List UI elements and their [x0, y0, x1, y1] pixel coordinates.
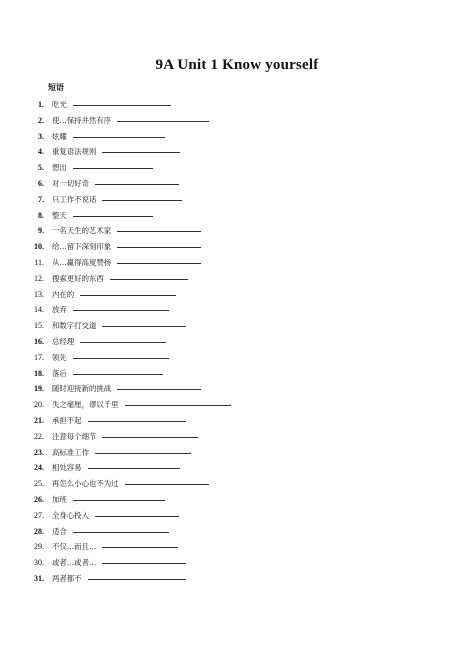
item-text: 适合 [52, 526, 67, 536]
item-number: 12. [34, 273, 44, 283]
item-text: 搜索更好的东西 [52, 273, 104, 283]
answer-blank [117, 388, 201, 390]
answer-blank [73, 136, 165, 138]
list-item [0, 571, 474, 587]
list-item [0, 271, 474, 287]
list-item [0, 287, 474, 303]
list-item [0, 334, 474, 350]
item-number: 9. [38, 226, 44, 236]
item-number: 21. [34, 415, 44, 425]
answer-blank [125, 404, 231, 406]
item-number: 28. [34, 526, 44, 536]
item-text: 重复语法规则 [52, 147, 97, 157]
item-number: 15. [34, 321, 44, 331]
item-number: 31. [34, 573, 44, 583]
answer-blank [125, 483, 209, 485]
item-number: 22. [34, 431, 44, 441]
list-item [0, 476, 474, 492]
phrase-list [0, 97, 474, 587]
item-number: 1. [38, 100, 44, 109]
list-item [0, 255, 474, 271]
item-text: 对一切好奇 [52, 178, 89, 188]
item-number: 29. [34, 542, 44, 552]
item-number: 3. [38, 131, 44, 141]
item-number: 11. [34, 257, 44, 267]
item-text: 内在的 [52, 289, 75, 299]
item-text: 从…赢得高度赞扬 [52, 257, 112, 267]
item-number: 26. [34, 494, 44, 504]
answer-blank [73, 531, 169, 533]
list-item [0, 97, 474, 113]
list-item [0, 492, 474, 508]
list-item [0, 176, 474, 192]
item-text: 放弃 [52, 305, 67, 315]
item-text: 不仅…而且… [52, 542, 97, 552]
list-item [0, 302, 474, 318]
answer-blank [88, 467, 180, 469]
item-text: 使…保持井然有序 [52, 115, 112, 125]
list-item [0, 366, 474, 382]
item-number: 18. [34, 368, 44, 378]
answer-blank [88, 420, 186, 422]
answer-blank [80, 341, 166, 343]
item-text: 吃光 [52, 100, 67, 109]
answer-blank [73, 167, 153, 169]
list-item [0, 350, 474, 366]
item-number: 4. [38, 147, 44, 157]
item-number: 19. [34, 384, 44, 394]
item-text: 再怎么小心也不为过 [52, 479, 119, 489]
list-item [0, 413, 474, 429]
answer-blank [73, 309, 169, 311]
answer-blank [102, 436, 198, 438]
answer-blank [73, 357, 169, 359]
list-item [0, 160, 474, 176]
item-text: 高标准工作 [52, 447, 89, 457]
item-text: 随时迎接新的挑战 [52, 384, 112, 394]
item-text: 或者…或者… [52, 558, 97, 568]
list-item [0, 129, 474, 145]
item-text: 总经理 [52, 336, 75, 346]
item-text: 失之毫厘，谬以千里 [52, 400, 119, 410]
list-item [0, 539, 474, 555]
list-item [0, 429, 474, 445]
item-number: 25. [34, 479, 44, 489]
item-text: 两者都不 [52, 573, 82, 583]
answer-blank [95, 183, 179, 185]
answer-blank [80, 294, 176, 296]
answer-blank [102, 199, 182, 201]
item-number: 13. [34, 289, 44, 299]
item-number: 2. [38, 115, 44, 125]
item-number: 27. [34, 510, 44, 520]
page-title: 9A Unit 1 Know yourself [155, 57, 319, 73]
item-text: 一名天生的艺术家 [52, 226, 112, 236]
item-number: 17. [34, 352, 44, 362]
answer-blank [95, 515, 179, 517]
item-number: 5. [38, 163, 44, 173]
answer-blank [102, 546, 178, 548]
answer-blank [102, 151, 180, 153]
item-text: 领先 [52, 352, 67, 362]
item-text: 加班 [52, 494, 67, 504]
item-text: 全身心投入 [52, 510, 89, 520]
item-number: 14. [34, 305, 44, 315]
list-item [0, 524, 474, 540]
section-heading: 短语 [48, 83, 64, 92]
list-item [0, 239, 474, 255]
list-item [0, 460, 474, 476]
item-number: 10. [34, 242, 44, 252]
item-text: 想出 [52, 163, 67, 173]
list-item [0, 208, 474, 224]
answer-blank [110, 278, 188, 280]
answer-blank [73, 499, 165, 501]
item-number: 7. [38, 194, 44, 204]
list-item [0, 555, 474, 571]
answer-blank [88, 578, 186, 580]
list-item [0, 445, 474, 461]
answer-blank [117, 246, 201, 248]
list-item [0, 381, 474, 397]
item-text: 注意每个细节 [52, 431, 97, 441]
answer-blank [73, 104, 171, 106]
list-item [0, 318, 474, 334]
answer-blank [95, 452, 191, 454]
list-item [0, 192, 474, 208]
item-number: 24. [34, 463, 44, 473]
item-number: 16. [34, 336, 44, 346]
list-item [0, 397, 474, 413]
item-number: 23. [34, 447, 44, 457]
item-text: 整天 [52, 210, 67, 220]
item-text: 只工作不说话 [52, 194, 97, 204]
item-number: 8. [38, 210, 44, 220]
item-number: 20. [34, 400, 44, 410]
answer-blank [102, 562, 186, 564]
answer-blank [73, 215, 153, 217]
item-text: 承担不起 [52, 415, 82, 425]
list-item [0, 223, 474, 239]
answer-blank [117, 262, 201, 264]
item-text: 给…留下深刻印象 [52, 242, 112, 252]
answer-blank [73, 373, 163, 375]
answer-blank [117, 230, 201, 232]
item-text: 相处容易 [52, 463, 82, 473]
answer-blank [117, 120, 209, 122]
item-number: 6. [38, 178, 44, 188]
item-text: 落后 [52, 368, 67, 378]
list-item [0, 508, 474, 524]
answer-blank [102, 325, 186, 327]
item-text: 和数字打交道 [52, 321, 97, 331]
item-text: 炫耀 [52, 131, 67, 141]
list-item [0, 113, 474, 129]
list-item [0, 144, 474, 160]
item-number: 30. [34, 558, 44, 568]
